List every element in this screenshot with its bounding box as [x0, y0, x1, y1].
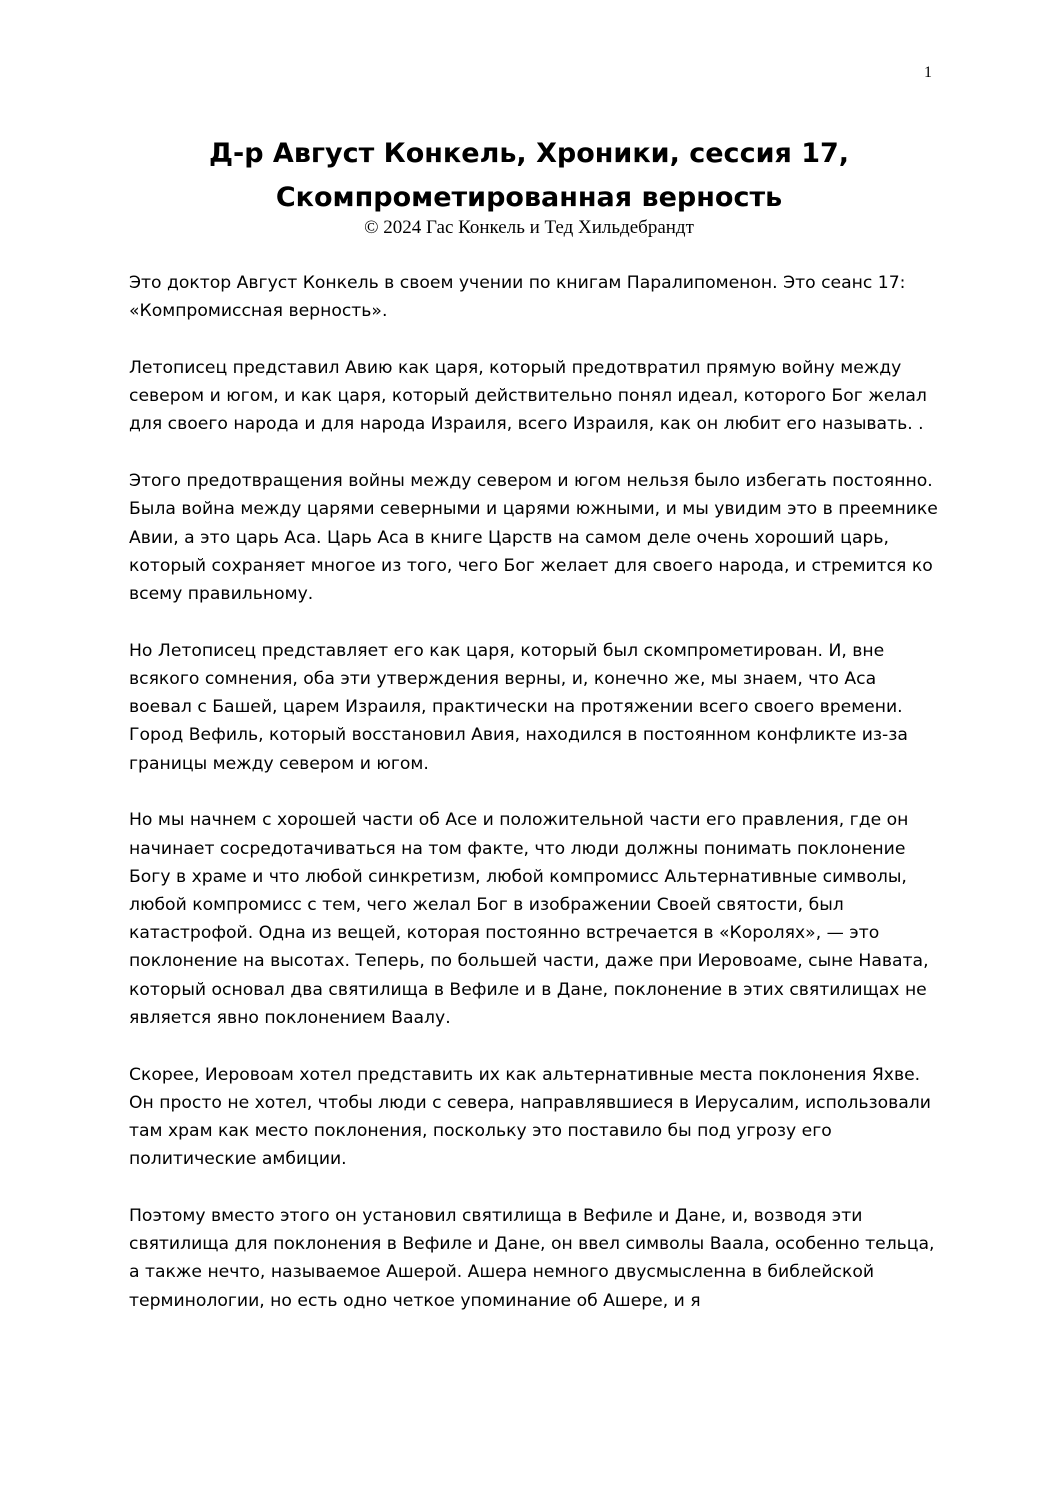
paragraph: Это доктор Август Конкель в своем учении по книгам Паралипоменон. Это сеанс 17: «Компромиссная верность». — [129, 273, 906, 322]
document-header — [0, 132, 1058, 240]
title-line-1: Д-р Август Конкель, Хроники, сессия 17, — [208, 138, 850, 169]
copyright-notice: © 2024 Гас Конкель и Тед Хильдебрандт — [364, 217, 694, 238]
document-body — [129, 269, 939, 1343]
title-line-2: Скомпрометированная верность — [275, 182, 783, 213]
page-number: 1 — [924, 64, 932, 81]
document-title — [0, 132, 1058, 220]
paragraph: Этого предотвращения войны между севером и югом нельзя было избегать постоянно. Была война между царями северными и царями южными, и мы увидим это в преемнике Авии, а это царь Аса. Царь Аса в книге Царств на самом деле очень хороший царь, который сохраняет многое из того, чего Бог желает для своего народа, и стремится ко всему правильному. — [129, 471, 938, 605]
paragraph: Поэтому вместо этого он установил святилища в Вефиле и Дане, и, возводя эти святилища для поклонения в Вефиле и Дане, он ввел символы Ваала, особенно тельца, а также нечто, называемое Ашерой. Ашера немного двусмысленна в библейской терминологии, но есть одно четкое упоминание об Ашере, и я — [129, 1206, 935, 1311]
paragraph: Но мы начнем с хорошей части об Асе и положительной части его правления, где он начинает сосредотачиваться на том факте, что люди должны понимать поклонение Богу в храме и что любой синкретизм, любой компромисс Альтернативные символы, любой компромисс с тем, чего желал Бог в изображении Своей святости, был катастрофой. Одна из вещей, которая постоянно встречается в «Королях», — это поклонение на высотах. Теперь, по большей части, даже при Иеровоаме, сыне Навата, который основал два святилища в Вефиле и в Дане, поклонение в этих святилищах не является явно поклонением Ваалу. — [129, 810, 929, 1028]
paragraph: Но Летописец представляет его как царя, который был скомпрометирован. И, вне всякого сомнения, оба эти утверждения верны, и, конечно же, мы знаем, что Аса воевал с Башей, царем Израиля, практически на протяжении всего своего времени. Город Вефиль, который восстановил Авия, находился в постоянном конфликте из-за границы между севером и югом. — [129, 640, 908, 774]
paragraph: Скорее, Иеровоам хотел представить их как альтернативные места поклонения Яхве. Он просто не хотел, чтобы люди с севера, направлявшиеся в Иерусалим, использовали там храм как место поклонения, поскольку это поставило бы под угрозу его политические амбиции. — [129, 1064, 931, 1170]
paragraph: Летописец представил Авию как царя, который предотвратил прямую войну между севером и югом, и как царя, который действительно понял идеал, которого Бог желал для своего народа и для народа Израиля, всего Израиля, как он любит его называть. . — [129, 358, 927, 435]
